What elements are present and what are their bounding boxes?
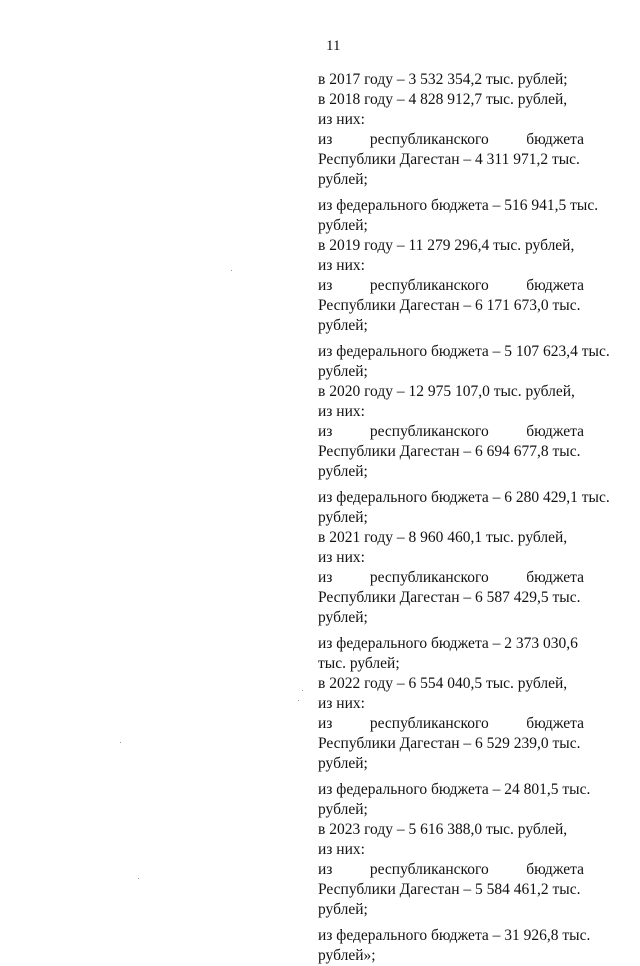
line-2018-federal-2: рублей; xyxy=(318,217,368,234)
line-2019-republican-2: Республики Дагестан – 6 171 673,0 тыс. xyxy=(318,297,581,314)
word: бюджета xyxy=(526,569,584,586)
financing-text xyxy=(318,70,610,966)
line-2022-republican-1 xyxy=(318,714,584,734)
line-2020-republican-1 xyxy=(318,422,584,442)
line-2018: в 2018 году – 4 828 912,7 тыс. рублей, xyxy=(318,91,568,108)
line-2022: в 2022 году – 6 554 040,5 тыс. рублей, xyxy=(318,675,568,692)
line-2020: в 2020 году – 12 975 107,0 тыс. рублей, xyxy=(318,383,575,400)
word: республиканского xyxy=(369,715,489,732)
word: бюджета xyxy=(526,131,584,148)
line-2022-federal-2: рублей; xyxy=(318,801,368,818)
line-2022-federal-1: из федерального бюджета – 24 801,5 тыс. xyxy=(318,781,591,798)
word: республиканского xyxy=(369,569,489,586)
word: из xyxy=(318,131,333,148)
line-2019-federal-2: рублей; xyxy=(318,363,368,380)
line-2019: в 2019 году – 11 279 296,4 тыс. рублей, xyxy=(318,237,575,254)
word: республиканского xyxy=(369,131,489,148)
word: республиканского xyxy=(369,861,489,878)
word: из xyxy=(318,715,333,732)
line-2023-republican-3: рублей; xyxy=(318,901,368,918)
line-2023-republican-1 xyxy=(318,860,584,880)
word: из xyxy=(318,277,333,294)
line-2020-republican-2: Республики Дагестан – 6 694 677,8 тыс. xyxy=(318,443,581,460)
line-2019-republican-1 xyxy=(318,276,584,296)
line-2020-republican-3: рублей; xyxy=(318,463,368,480)
word: республиканского xyxy=(369,277,489,294)
line-2018-federal-1: из федерального бюджета – 516 941,5 тыс. xyxy=(318,197,599,214)
line-2021-republican-1 xyxy=(318,568,584,588)
line-2019-federal-1: из федерального бюджета – 5 107 623,4 тыс. xyxy=(318,343,610,360)
line-2021-republican-2: Республики Дагестан – 6 587 429,5 тыс. xyxy=(318,589,581,606)
line-2020-federal-1: из федерального бюджета – 6 280 429,1 тыс. xyxy=(318,489,610,506)
scan-speck xyxy=(120,742,121,743)
line-2018-republican-1 xyxy=(318,130,584,150)
line-2018-republican-3: рублей; xyxy=(318,171,368,188)
line-2022-republican-2: Республики Дагестан – 6 529 239,0 тыс. xyxy=(318,735,581,752)
word: бюджета xyxy=(526,423,584,440)
line-2017: в 2017 году – 3 532 354,2 тыс. рублей; xyxy=(318,71,568,88)
line-2023-federal-1: из федерального бюджета – 31 926,8 тыс. xyxy=(318,927,591,944)
word: из xyxy=(318,861,333,878)
line-2021-of-them: из них: xyxy=(318,549,365,566)
word: бюджета xyxy=(526,277,584,294)
line-2022-of-them: из них: xyxy=(318,695,365,712)
line-2022-republican-3: рублей; xyxy=(318,755,368,772)
word: бюджета xyxy=(526,861,584,878)
line-2023: в 2023 году – 5 616 388,0 тыс. рублей, xyxy=(318,821,568,838)
line-2021: в 2021 году – 8 960 460,1 тыс. рублей, xyxy=(318,529,568,546)
line-2019-of-them: из них: xyxy=(318,257,365,274)
scan-speck xyxy=(138,878,139,879)
line-2023-republican-2: Республики Дагестан – 5 584 461,2 тыс. xyxy=(318,881,581,898)
scan-speck xyxy=(302,690,303,691)
line-2021-federal-2: тыс. рублей; xyxy=(318,655,400,672)
line-2021-federal-1: из федерального бюджета – 2 373 030,6 xyxy=(318,635,578,652)
scan-speck xyxy=(231,270,232,271)
line-2019-republican-3: рублей; xyxy=(318,317,368,334)
line-2018-of-them: из них: xyxy=(318,111,365,128)
line-2023-federal-2: рублей»; xyxy=(318,947,376,964)
line-2021-republican-3: рублей; xyxy=(318,609,368,626)
word: республиканского xyxy=(369,423,489,440)
word: бюджета xyxy=(526,715,584,732)
scan-speck xyxy=(298,700,299,701)
line-2020-federal-2: рублей; xyxy=(318,509,368,526)
word: из xyxy=(318,569,333,586)
line-2023-of-them: из них: xyxy=(318,841,365,858)
page-number: 11 xyxy=(326,38,341,54)
word: из xyxy=(318,423,333,440)
line-2020-of-them: из них: xyxy=(318,403,365,420)
line-2018-republican-2: Республики Дагестан – 4 311 971,2 тыс. xyxy=(318,151,580,168)
